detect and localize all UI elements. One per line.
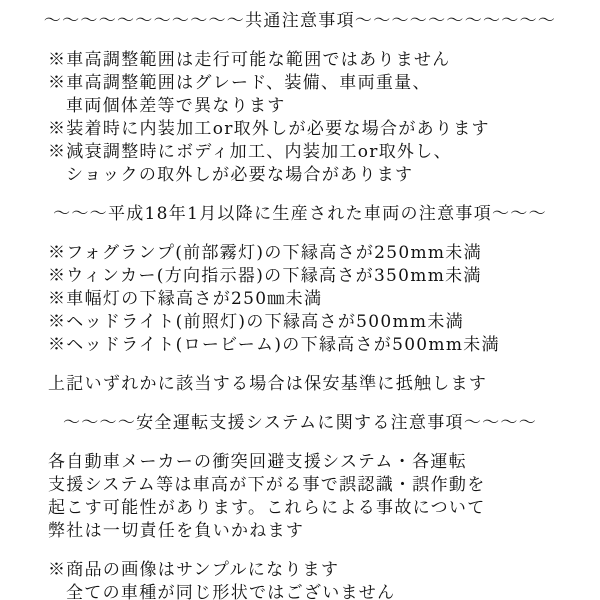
section-header-heisei18-vehicles: ～～～平成18年1月以降に生産された車両の注意事項～～～ [53, 204, 547, 224]
notice-line: ※フォグランプ(前部霧灯)の下縁高さが250mm未満 [48, 243, 482, 263]
notice-line: ※減衰調整時にボディ加工、内装加工or取外し、 [48, 142, 452, 162]
notice-line: ※商品の画像はサンプルになります [48, 560, 340, 580]
notice-line-continuation: ショックの取外しが必要な場合があります [66, 165, 414, 185]
notice-line-continuation: 車両個体差等で異なります [66, 96, 286, 116]
notice-line-disclaimer: 弊社は一切責任を負いかねます [48, 521, 305, 541]
notice-line: ※ウィンカー(方向指示器)の下縁高さが350mm未満 [48, 266, 482, 286]
notice-line: 支援システム等は車高が下がる事で誤認識・誤作動を [48, 475, 486, 495]
notice-line-safety-standard: 上記いずれかに該当する場合は保安基準に抵触します [48, 374, 488, 394]
notice-line: 起こす可能性があります。これらによる事故について [48, 498, 486, 518]
notice-line: ※車高調整範囲はグレード、装備、車両重量、 [48, 73, 431, 93]
notice-line-continuation: 全ての車種が同じ形状ではございません [66, 583, 396, 600]
notice-line: ※車幅灯の下縁高さが250㎜未満 [48, 289, 323, 309]
section-header-common-notes: ～～～～～～～～～～～共通注意事項～～～～～～～～～～～ [43, 11, 557, 31]
notice-line: ※ヘッドライト(前照灯)の下縁高さが500mm未満 [48, 312, 464, 332]
notice-line: ※装着時に内装加工or取外しが必要な場合があります [48, 119, 490, 139]
notice-line: 各自動車メーカーの衝突回避支援システム・各運転 [48, 452, 467, 472]
notice-line: ※ヘッドライト(ロービーム)の下縁高さが500mm未満 [48, 335, 500, 355]
notice-line: ※車高調整範囲は走行可能な範囲ではありません [48, 50, 451, 70]
section-header-driving-assist: ～～～～安全運転支援システムに関する注意事項～～～～ [62, 413, 538, 433]
